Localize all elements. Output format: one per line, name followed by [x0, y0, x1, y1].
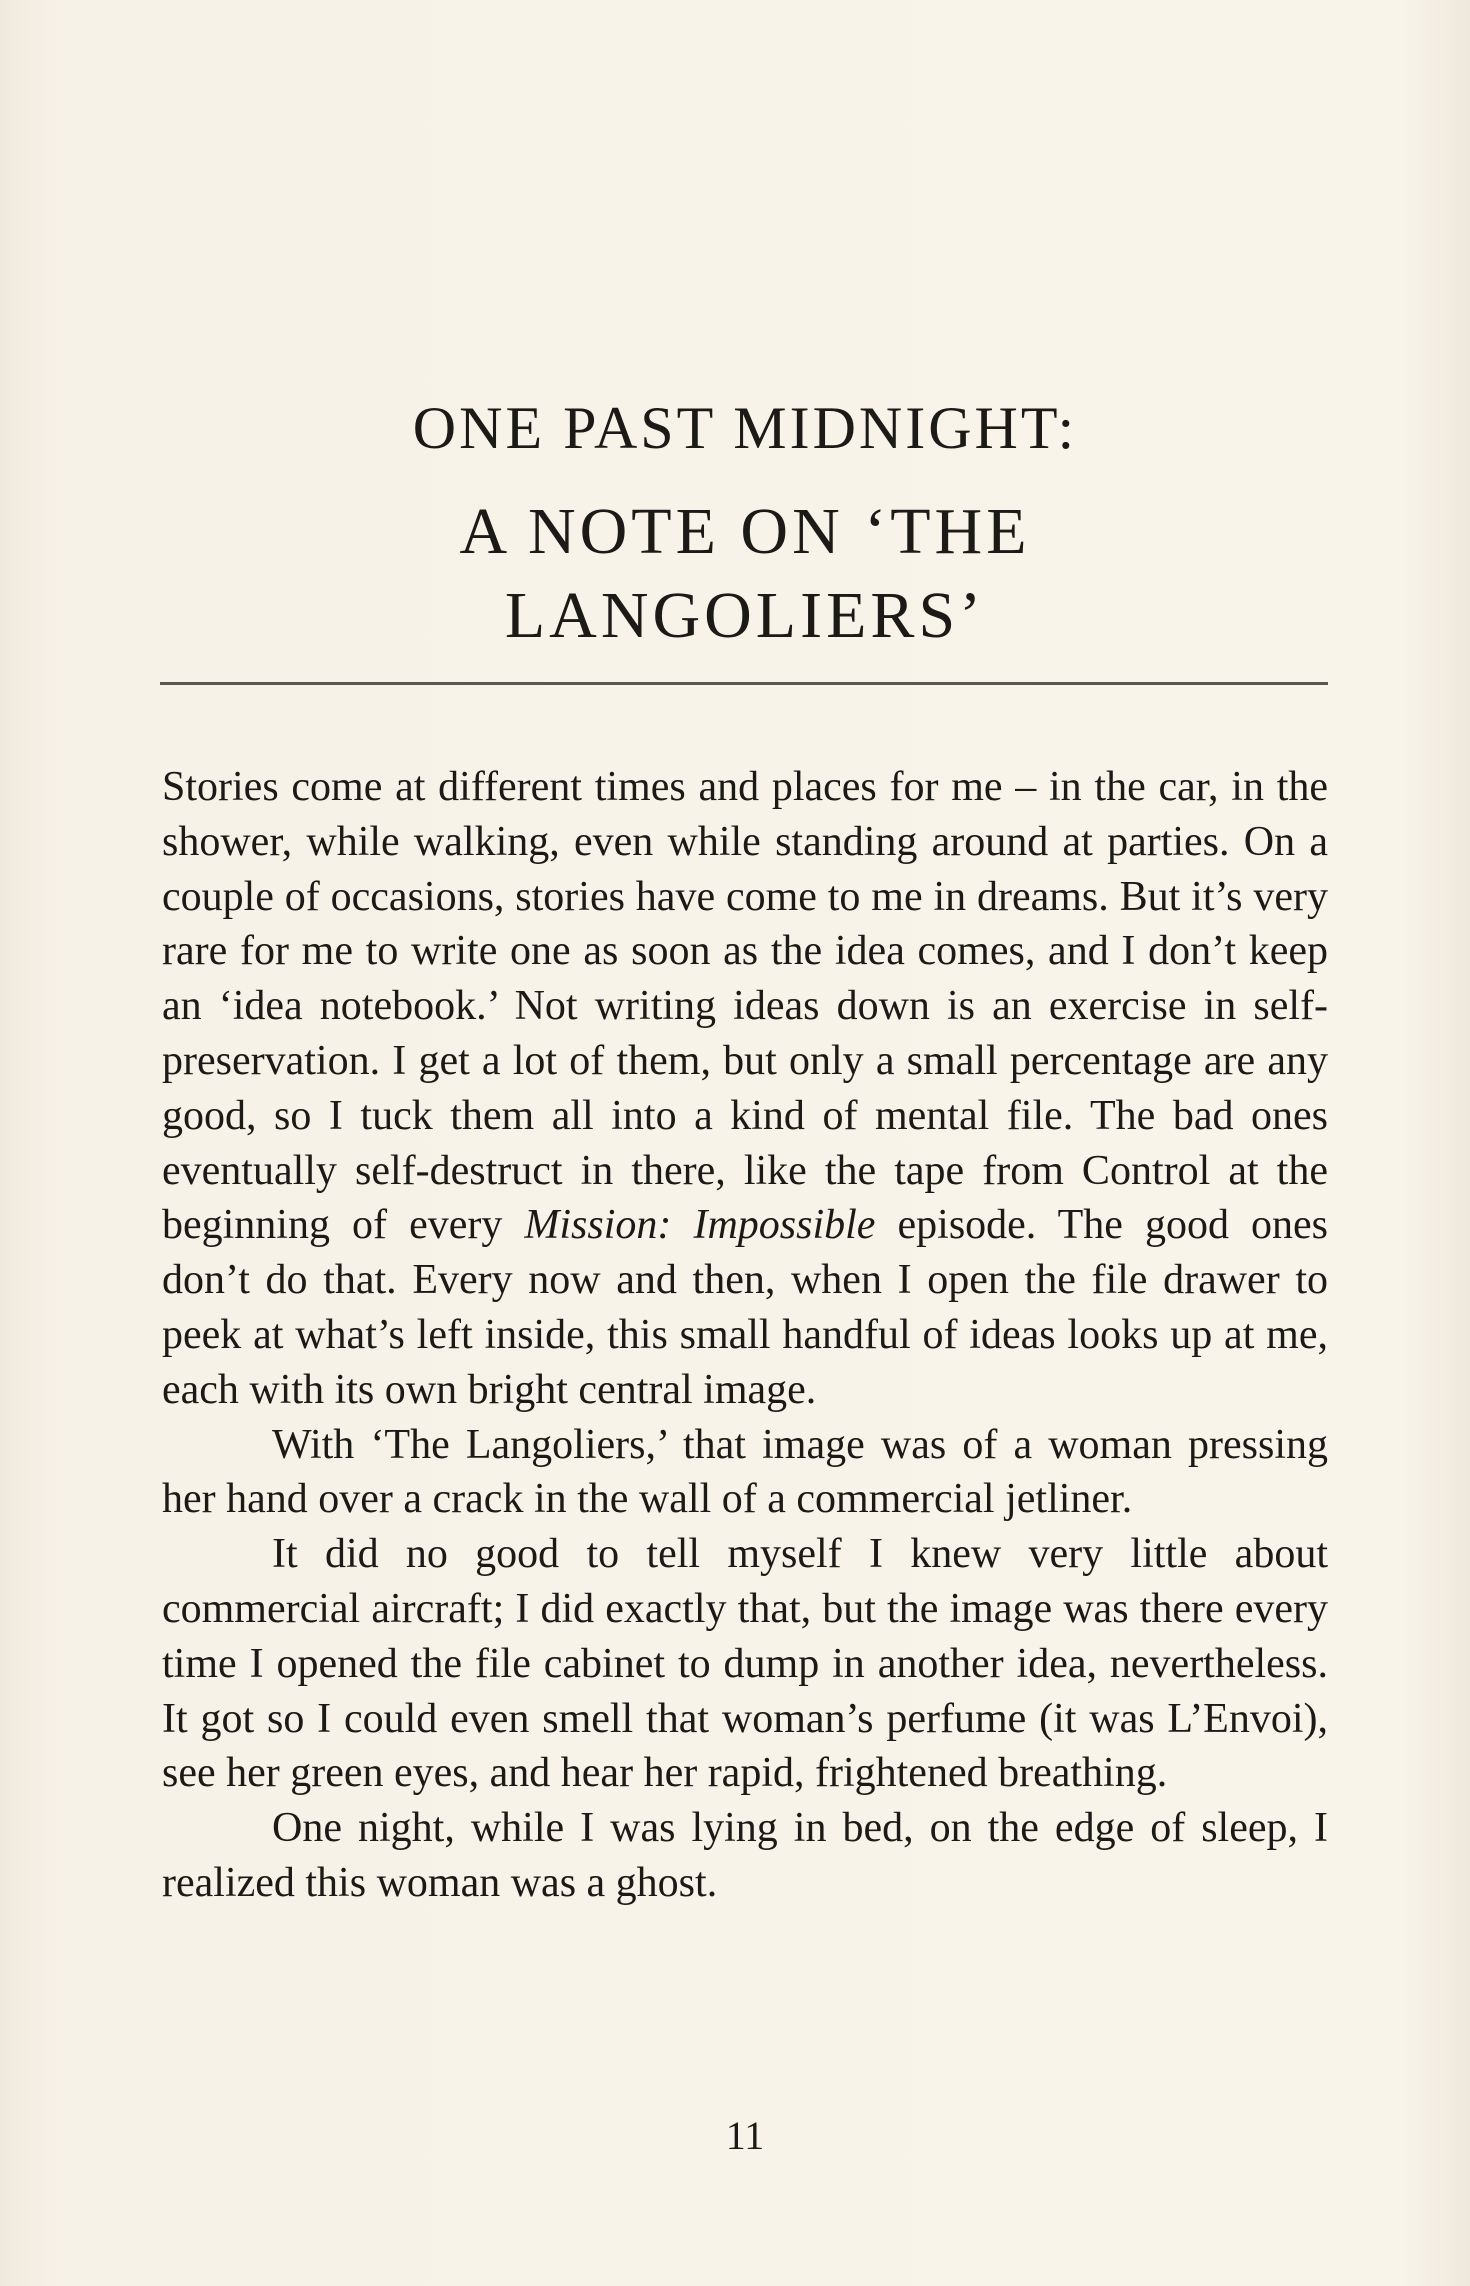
title-line-2	[160, 490, 1330, 658]
paragraph-1	[162, 760, 1328, 1418]
title-divider	[160, 682, 1328, 685]
paragraph-2: With ‘The Langoliers,’ that image was of a woman pressing her hand over a crack in the wall of a commercial jetliner.	[162, 1421, 1328, 1523]
paragraph-4: One night, while I was lying in bed, on the edge of sleep, I realized this woman was a ghost.	[162, 1805, 1328, 1906]
body-text	[162, 760, 1328, 1911]
chapter-title	[160, 392, 1330, 658]
title-line-1: ONE PAST MIDNIGHT:	[412, 395, 1078, 461]
title-line-2b: LANGOLIERS’	[504, 579, 986, 652]
title-line-2a: A NOTE ON ‘THE	[459, 495, 1031, 568]
paragraph-1-italic-title: Mission: Impossible	[524, 1202, 876, 1249]
paragraph-1-before: Stories come at different times and places for me – in the car, in the shower, while walking, even while standing around at parties. On a couple of occasions, stories have come to me in dreams. But it’s very rare for me to write one as soon as the idea comes, and I don’t keep an ‘idea notebook.’ Not writing ideas down is an exercise in self-preservation. I get a lot of them, but only a small percentage are any good, so I tuck them all into a kind of mental file. The bad ones eventually self-destruct in there, like the tape from Control at the beginning of every	[162, 764, 1328, 1249]
paragraph-3: It did no good to tell myself I knew very little about commercial aircraft; I did exactly that, but the image was there every time I opened the file cabinet to dump in another idea, nevertheless. It got so I could even smell that woman’s perfume (it was L’Envoi), see her green eyes, and hear her rapid, frightened breathing.	[162, 1531, 1328, 1797]
paragraph-1-after: episode. The good ones don’t do that. Every now and then, when I open the file drawer to peek at what’s left inside, this small handful of ideas looks up at me, each with its own bright central image.	[162, 1202, 1328, 1413]
page-number: 11	[725, 2113, 765, 2158]
